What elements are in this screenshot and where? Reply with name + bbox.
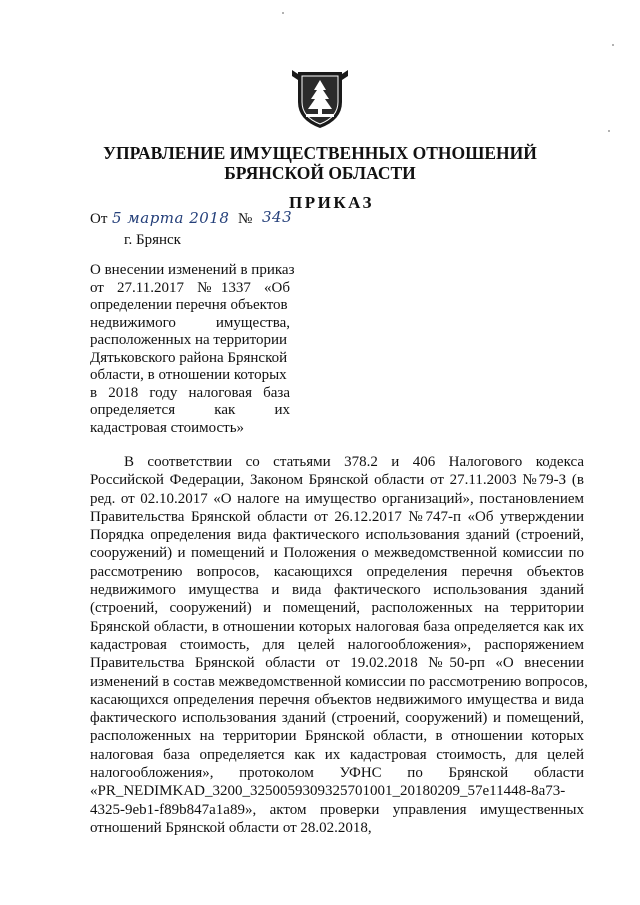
- subject-line: расположенных на территории: [90, 332, 288, 348]
- city: г. Брянск: [124, 232, 181, 248]
- subject-line: области, в отношении которых: [90, 367, 287, 383]
- handwritten-number: 343: [262, 208, 293, 226]
- subject-line: в 2018 году налоговая база: [90, 384, 290, 401]
- body-line: отношений Брянской области от 28.02.2018,: [90, 819, 372, 836]
- body-line: недвижимого имущества и вида фактического использования зданий: [90, 582, 584, 599]
- body-line: касающихся определения перечня объектов недвижимого имущества и вида: [90, 691, 584, 708]
- body-line: Брянской области, в отношении которых налоговая база определяется как их: [90, 618, 584, 635]
- order-body: [90, 453, 588, 837]
- body-line: 4325-9eb1-f89b847a1a89», актом проверки управления имущественных: [90, 801, 584, 818]
- subject-line: О внесении изменений в приказ: [90, 262, 295, 278]
- handwritten-date: 5 марта 2018: [112, 209, 230, 227]
- body-line: налоговая база определяется как их кадастровая стоимость, для целей: [90, 746, 584, 763]
- body-line: ред. от 02.10.2017 «О налоге на имущество организаций», постановлением: [90, 490, 584, 507]
- body-line: (строений, сооружений) и помещений, расположенных на территории: [90, 600, 584, 617]
- from-label: От: [90, 211, 108, 227]
- body-line: налогообложения», протоколом УФНС по Брянской области: [90, 765, 584, 782]
- body-line: «PR_NEDIMKAD_3200_3250059309325701001_20180209_57e11448-8a73-: [90, 783, 566, 800]
- body-line: рассмотрению вопросов, касающихся определения перечня объектов: [90, 563, 584, 580]
- coat-of-arms-icon: [290, 66, 350, 130]
- body-line: Порядка определения вида фактического использования зданий (строений,: [90, 527, 584, 544]
- scan-speck: [612, 44, 614, 46]
- subject-line: Дятьковского района Брянской: [90, 349, 288, 366]
- body-line: кадастровая стоимость, для целей налогообложения», распоряжением: [90, 636, 584, 653]
- body-line: фактического использования зданий (строений, сооружений) и помещений,: [90, 710, 584, 727]
- body-line: Правительства Брянской области от 19.02.2018 №50-рп «О внесении: [90, 655, 584, 672]
- subject-line: определяется как их: [90, 402, 290, 418]
- subject-line: от 27.11.2017 №1337 «Об: [90, 279, 290, 296]
- subject-line: определении перечня объектов: [90, 297, 288, 313]
- organization-name-line-2: БРЯНСКОЙ ОБЛАСТИ: [224, 163, 416, 183]
- number-label: №: [238, 211, 253, 227]
- order-subject: [90, 262, 295, 437]
- body-line: расположенных на территории Брянской области, в отношении которых: [90, 728, 584, 745]
- document-title: ПРИКАЗ: [289, 193, 374, 212]
- body-line: сооружений) и помещений и Положения о межведомственной комиссии по: [90, 545, 584, 562]
- scan-speck: [608, 130, 610, 132]
- body-line: Российской Федерации, Законом Брянской области от 27.11.2003 №79-З (в: [90, 472, 584, 489]
- scan-speck: [282, 12, 284, 14]
- body-line: Правительства Брянской области от 26.12.2017 №747-п «Об утверждении: [90, 508, 584, 525]
- subject-line: кадастровая стоимость»: [90, 419, 245, 436]
- body-line: изменений в состав межведомственной комиссии по рассмотрению вопросов,: [90, 673, 588, 690]
- body-line: В соответствии со статьями 378.2 и 406 Налогового кодекса: [124, 454, 584, 470]
- organization-name-line-1: УПРАВЛЕНИЕ ИМУЩЕСТВЕННЫХ ОТНОШЕНИЙ: [103, 143, 537, 163]
- subject-line: недвижимого имущества,: [90, 314, 290, 331]
